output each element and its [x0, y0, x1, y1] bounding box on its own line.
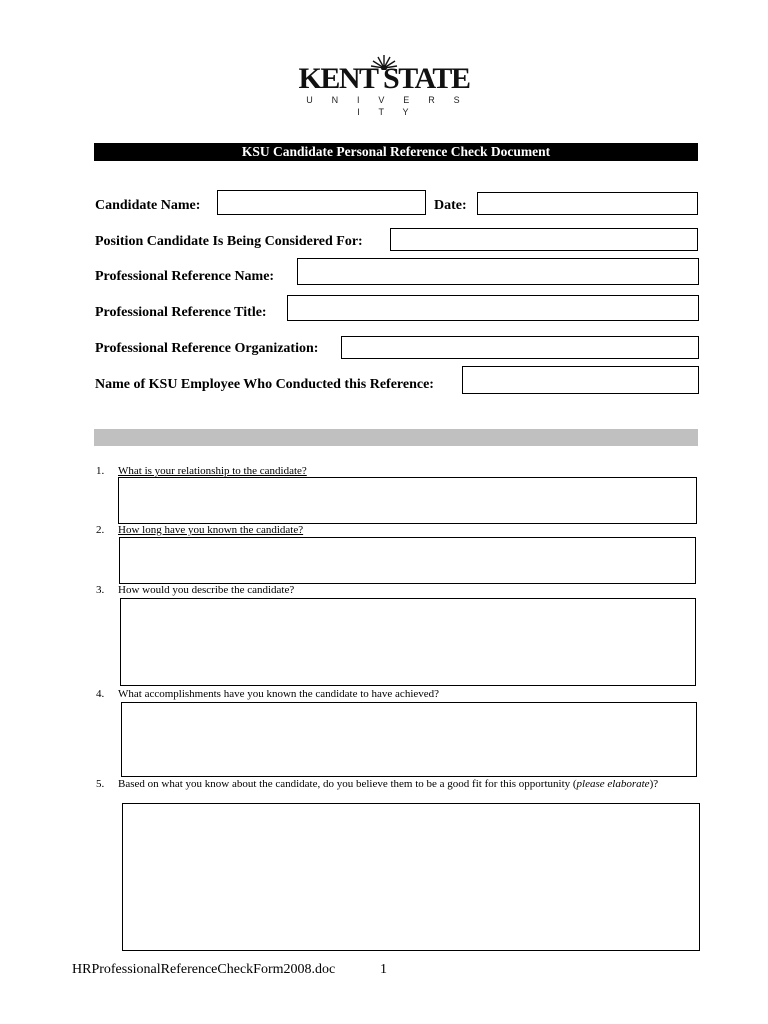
- reference-organization-field[interactable]: [341, 336, 699, 359]
- date-field[interactable]: [477, 192, 698, 215]
- question-1-number: 1.: [96, 465, 105, 477]
- question-3-text: How would you describe the candidate?: [118, 584, 295, 596]
- question-5-answer-box[interactable]: [122, 803, 700, 951]
- question-4-answer-box[interactable]: [121, 702, 697, 777]
- question-2-number: 2.: [96, 524, 105, 536]
- page-number: 1: [380, 962, 387, 977]
- section-divider: [94, 429, 698, 446]
- logo-wordmark: KENT STATE: [298, 62, 470, 95]
- footer-filename: HRProfessionalReferenceCheckForm2008.doc: [72, 962, 336, 977]
- reference-title-field[interactable]: [287, 295, 699, 321]
- candidate-name-field[interactable]: [217, 190, 426, 215]
- question-2-text: How long have you known the candidate?: [118, 524, 304, 536]
- question-4-number: 4.: [96, 688, 105, 700]
- page-footer: [72, 961, 387, 979]
- reference-organization-label: Professional Reference Organization:: [95, 341, 319, 356]
- question-5-text-end: )?: [649, 778, 659, 790]
- question-5-number: 5.: [96, 778, 105, 790]
- candidate-name-label: Candidate Name:: [95, 198, 201, 213]
- kent-state-logo: [292, 54, 476, 117]
- question-4-text: What accomplishments have you known the candidate to have achieved?: [118, 688, 440, 700]
- reference-title-label: Professional Reference Title:: [95, 305, 267, 320]
- ksu-employee-label: Name of KSU Employee Who Conducted this Reference:: [95, 377, 434, 392]
- position-label: Position Candidate Is Being Considered For:: [95, 234, 363, 249]
- date-label: Date:: [434, 198, 467, 213]
- document-title: KSU Candidate Personal Reference Check Document: [94, 143, 698, 161]
- question-1-text: What is your relationship to the candidate?: [118, 465, 307, 477]
- question-1-answer-box[interactable]: [118, 477, 697, 524]
- question-2-answer-box[interactable]: [119, 537, 696, 584]
- question-3-answer-box[interactable]: [120, 598, 696, 686]
- position-field[interactable]: [390, 228, 698, 251]
- reference-name-label: Professional Reference Name:: [95, 269, 275, 284]
- question-5-text-main: Based on what you know about the candidate, do you believe them to be a good fit for this opportunity (: [118, 778, 577, 790]
- question-3-number: 3.: [96, 584, 105, 596]
- question-5-text-italic: please elaborate: [576, 778, 650, 790]
- reference-name-field[interactable]: [297, 258, 699, 285]
- ksu-employee-field[interactable]: [462, 366, 699, 394]
- logo-subtitle: U N I V E R S I T Y: [306, 95, 468, 117]
- question-5-text: [118, 778, 688, 791]
